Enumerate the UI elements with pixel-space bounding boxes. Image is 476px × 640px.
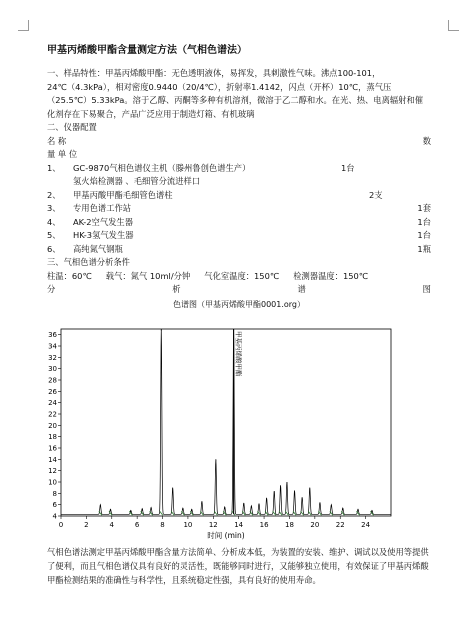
item-number: 6、 xyxy=(47,243,61,254)
item-name: 甲基丙酸甲酯毛细管色谱柱 xyxy=(73,189,173,200)
chart-caption: 色谱图（甲基丙烯酸甲酯0001.org） xyxy=(172,299,306,309)
y-tick-label: 14 xyxy=(48,455,57,464)
integration-tick xyxy=(214,511,217,515)
item-sub: 氢火焰检测器 、毛细管分流进样口 xyxy=(73,176,201,186)
document-body xyxy=(47,44,431,311)
y-tick-label: 28 xyxy=(48,376,57,385)
list-item xyxy=(47,243,431,257)
x-tick-label: 20 xyxy=(310,521,320,529)
x-tick-label: 10 xyxy=(183,521,193,529)
x-tick-label: 8 xyxy=(160,521,165,529)
item-name: 专用色谱工作站 xyxy=(73,203,132,213)
page-corner-mark-left xyxy=(18,20,29,31)
y-tick-label: 36 xyxy=(48,331,57,340)
y-tick-label: 32 xyxy=(48,353,57,362)
list-item xyxy=(47,162,431,176)
x-tick-label: 24 xyxy=(361,521,371,529)
y-tick-label: 34 xyxy=(48,342,57,351)
item-name: AK-2空气发生器 xyxy=(73,216,134,227)
condition-column-temp: 柱温：60℃ xyxy=(47,270,92,281)
y-tick-label: 22 xyxy=(48,410,57,419)
list-item xyxy=(47,189,431,203)
item-name: 高纯氮气钢瓶 xyxy=(73,243,123,254)
item-name: HK-3氢气发生器 xyxy=(73,230,134,240)
item-number: 5、 xyxy=(47,230,61,240)
y-tick-label: 12 xyxy=(48,467,57,476)
y-tick-label: 4 xyxy=(52,512,57,521)
item-qty: 1套 xyxy=(417,203,431,213)
heading-char: 分 xyxy=(47,284,56,294)
col-qty: 数 xyxy=(422,135,431,146)
item-qty: 1台 xyxy=(341,162,355,173)
y-tick-label: 20 xyxy=(48,421,57,430)
x-tick-label: 6 xyxy=(134,521,140,529)
y-tick-label: 6 xyxy=(52,501,57,510)
list-item xyxy=(47,202,431,216)
y-tick-label: 24 xyxy=(48,399,57,408)
item-number: 4、 xyxy=(47,216,61,227)
conditions-line xyxy=(47,270,431,284)
condition-injector-temp: 气化室温度：150℃ xyxy=(204,270,280,281)
doc-title: 甲基丙烯酸甲酯含量测定方法（气相色谱法） xyxy=(47,45,247,56)
x-tick-label: 14 xyxy=(234,521,244,529)
summary-paragraph: 气相色谱法测定甲基丙烯酸甲酯含量方法简单、分析成本低，为装置的安装、维护、调试以及使用等提供了便利，而且气相色谱仪具有良好的灵活性，既能够同时进行，又能够独立使用，有效保证了甲基丙烯酸甲酯检测结果的准确性与科学性，且系统稳定性强，具有良好的使用寿命。 xyxy=(47,547,429,585)
page-corner-mark-right xyxy=(448,20,459,31)
list-item xyxy=(47,216,431,230)
y-tick-label: 18 xyxy=(48,433,57,442)
item-qty: 1台 xyxy=(417,216,431,227)
x-axis-label: 时间 (min) xyxy=(207,531,245,540)
table-header xyxy=(47,135,431,149)
plot-frame xyxy=(61,329,391,516)
chromatogram-trace xyxy=(61,329,391,514)
x-tick-label: 22 xyxy=(335,521,345,529)
x-tick-label: 16 xyxy=(259,521,269,529)
section-1-heading: 一、样品特性： xyxy=(47,68,106,78)
list-item xyxy=(47,229,431,243)
heading-char: 析 xyxy=(172,284,181,294)
integration-tick xyxy=(160,511,163,515)
section-1-text: 甲基丙烯酸甲酯：无色透明液体，易挥发，具刺激性气味。沸点100-101，24℃（4.3kPa），相对密度0.9440（20/4℃），折射率1.4142，闪点（开杯）10℃，蒸气压（25.5℃）5.33kPa。溶于乙醇、丙酮等多种有机溶剂，微溶于乙二醇和水。在光、热、电离辐射和催化剂存在下易聚合，产品广泛应用于制造灯箱、有机玻璃 xyxy=(47,68,424,119)
item-number: 3、 xyxy=(47,203,61,213)
x-tick-label: 0 xyxy=(58,521,64,529)
item-qty: 2支 xyxy=(369,189,383,200)
y-tick-label: 26 xyxy=(48,387,57,396)
chromatogram-heading xyxy=(47,283,431,297)
x-tick-label: 18 xyxy=(285,521,294,529)
y-tick-label: 16 xyxy=(48,444,57,453)
item-number: 1、 xyxy=(47,162,61,173)
y-tick-label: 30 xyxy=(48,365,57,374)
section-3-heading: 三、气相色谱分析条件 xyxy=(47,257,130,267)
chromatogram-chart xyxy=(47,325,397,540)
x-tick-label: 4 xyxy=(109,521,115,529)
marked-peak-label: 甲基丙烯酸甲酯 xyxy=(234,331,243,377)
col-name: 名 称 xyxy=(47,135,67,146)
heading-char: 图 xyxy=(422,284,431,294)
condition-carrier-gas: 载气：氮气 10ml/分钟 xyxy=(105,270,191,281)
item-name: GC-9870气相色谱仪主机（滕州鲁创色谱生产） xyxy=(73,162,251,173)
y-tick-label: 8 xyxy=(52,489,57,498)
condition-detector-temp: 检测器温度：150℃ xyxy=(293,270,369,281)
heading-char: 谱 xyxy=(297,284,306,294)
x-tick-label: 2 xyxy=(84,521,89,529)
x-tick-label: 12 xyxy=(208,521,218,529)
section-1 xyxy=(47,67,431,121)
col-unit: 量 单 位 xyxy=(47,149,78,159)
y-tick-label: 10 xyxy=(48,478,57,487)
item-qty: 1台 xyxy=(417,230,431,240)
item-number: 2、 xyxy=(47,189,61,200)
item-qty: 1瓶 xyxy=(417,243,431,254)
section-2-heading: 二、仪器配置 xyxy=(47,122,97,132)
